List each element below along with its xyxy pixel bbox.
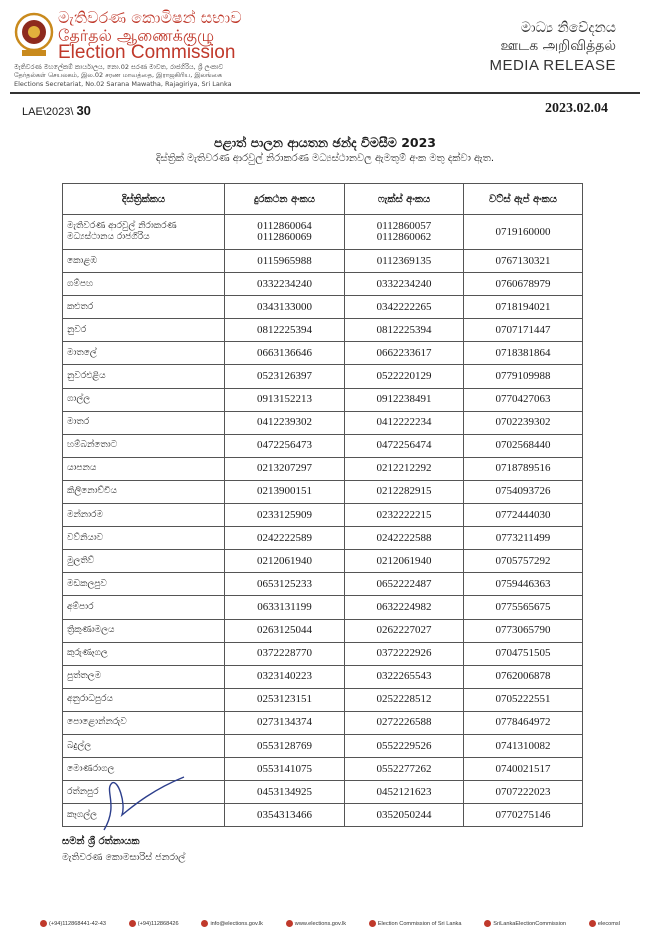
district-cell: පොළොන්නරුව [63,711,225,734]
org-name-english: Election Commission [58,42,236,63]
address-sinhala: මැතිවරණ මහලේකම් කාර්යාලය, නො.02 සරණ මාවත, රාජගිරිය, ශ්‍රී ලංකාව [14,63,224,71]
district-cell: කුරුණෑගල [63,642,225,665]
table-row [63,573,583,596]
phone-cell: 0233125909 [225,504,345,527]
fax-cell: 0262227027 [345,619,464,642]
table-row [63,388,583,411]
table-row [63,619,583,642]
reference-count: 30 [76,103,91,118]
table-row [63,250,583,273]
whatsapp-cell: 0779109988 [464,365,583,388]
table-row [63,365,583,388]
footer-text: www.elections.gov.lk [294,920,346,927]
table-row [63,411,583,434]
phone-cell: 0663136646 [225,342,345,365]
phone-cell: 0812225394 [225,319,345,342]
media-release-english: MEDIA RELEASE [489,57,616,74]
district-cell: කිලිනොච්චිය [63,480,225,503]
table-row [63,480,583,503]
whatsapp-cell: 0707222023 [464,781,583,804]
fax-cell: 0452121623 [345,781,464,804]
fax-cell: 0252228512 [345,688,464,711]
phone-cell: 0213900151 [225,480,345,503]
table-header-row [63,184,583,215]
email-icon [201,920,208,927]
header-whatsapp: වට්ස් ඇප් අංකය [464,184,583,215]
phone-cell: 0653125233 [225,573,345,596]
fax-cell: 0912238491 [345,388,464,411]
table-row [63,711,583,734]
whatsapp-cell: 0718381864 [464,342,583,365]
footer-item [40,920,106,927]
phone-cell: 0553141075 [225,758,345,781]
phone-cell [225,215,345,250]
release-date: 2023.02.04 [545,101,608,116]
fax-cell: 0522220129 [345,365,464,388]
signatory-title: මැතිවරණ කොමසාරිස් ජනරාල් [62,852,186,863]
whatsapp-cell: 0718789516 [464,457,583,480]
whatsapp-cell: 0778464972 [464,711,583,734]
footer-contacts [40,920,620,927]
media-release-tamil: ஊடக அறிவித்தல் [500,38,616,54]
table-row [63,434,583,457]
phone-cell: 0273134374 [225,711,345,734]
district-cell: අම්පාර [63,596,225,619]
whatsapp-cell: 0759446363 [464,573,583,596]
fax-cell [345,215,464,250]
contacts-table [62,183,583,827]
whatsapp-cell: 0740021517 [464,758,583,781]
document-subtitle: දිස්ත්‍රික් මැතිවරණ ආරවුල් නිරාකරණ මධ්‍යස්ථානවල ඇමතුම් අංක මතු දක්වා ඇත. [155,153,495,164]
district-cell: ගම්පහ [63,273,225,296]
district-cell: ත්‍රිකුණාමලය [63,619,225,642]
signature-mark [74,775,194,835]
table-row [63,296,583,319]
table-row [63,550,583,573]
signatory-name: සමන් ශ්‍රී රත්නායක [62,836,140,847]
whatsapp-cell: 0705757292 [464,550,583,573]
phone-cell: 0372228770 [225,642,345,665]
footer-text: info@elections.gov.lk [210,920,263,927]
whatsapp-cell: 0754093726 [464,480,583,503]
document-title: පළාත් පාලන ආයතන ඡන්ද විමසීම 2023 [214,135,436,150]
fax-cell: 0552229526 [345,734,464,757]
footer-text: Election Commission of Sri Lanka [377,920,462,927]
header-phone: දුරකථන අංකය [225,184,345,215]
whatsapp-cell: 0702239302 [464,411,583,434]
fax-cell: 0322265543 [345,665,464,688]
fax-number: 0112860062 [376,231,432,243]
emblem-icon [14,12,54,58]
whatsapp-cell: 0767130321 [464,250,583,273]
whatsapp-cell: 0741310082 [464,734,583,757]
district-cell: වව්නියාව [63,527,225,550]
phone-cell: 0343133000 [225,296,345,319]
phone-cell: 0412239302 [225,411,345,434]
whatsapp-cell: 0770275146 [464,804,583,827]
table-row [63,665,583,688]
fax-cell: 0662233617 [345,342,464,365]
reference-number [22,103,91,118]
footer-text: elecomsl [597,920,620,927]
fax-cell: 0352050244 [345,804,464,827]
phone-cell: 0253123151 [225,688,345,711]
table-row [63,596,583,619]
table-row [63,457,583,480]
whatsapp-cell: 0705222551 [464,688,583,711]
district-cell [63,215,225,250]
phone-cell: 0553128769 [225,734,345,757]
phone-cell: 0323140223 [225,665,345,688]
district-cell: කෑගල්ල [63,804,225,827]
fax-cell: 0342222265 [345,296,464,319]
district-cell: අනුරාධපුරය [63,688,225,711]
fax-cell: 0332234240 [345,273,464,296]
twitter-icon [589,920,596,927]
fax-cell: 0232222215 [345,504,464,527]
fax-cell: 0212282915 [345,480,464,503]
footer-item [201,920,263,927]
footer-text: (+94)112868441-42-43 [49,920,106,927]
table-row [63,504,583,527]
org-name-tamil: தேர்தல் ஆணைக்குழு [58,26,215,45]
fax-cell: 0372222926 [345,642,464,665]
district-cell: ගාල්ල [63,388,225,411]
header-fax: ෆැක්ස් අංකය [345,184,464,215]
fax-cell: 0112369135 [345,250,464,273]
district-cell: මාතලේ [63,342,225,365]
whatsapp-cell: 0770427063 [464,388,583,411]
district-cell: මඩකලපුව [63,573,225,596]
whatsapp-cell: 0773065790 [464,619,583,642]
district-line: මැතිවරණ ආරවුල් නිරාකරණ [67,221,177,231]
fax-cell: 0212212292 [345,457,464,480]
footer-item [129,920,179,927]
district-cell: යාපනය [63,457,225,480]
table-row [63,642,583,665]
footer-item [484,920,566,927]
district-line: මධ්‍යස්ථානය රාජගිරිය [67,232,150,242]
table-row [63,342,583,365]
district-cell: මුලතිව් [63,550,225,573]
header-divider [10,92,640,94]
phone-cell: 0453134925 [225,781,345,804]
whatsapp-cell: 0718194021 [464,296,583,319]
phone-cell: 0354313466 [225,804,345,827]
phone-cell: 0212061940 [225,550,345,573]
phone-cell: 0115965988 [225,250,345,273]
whatsapp-cell: 0704751505 [464,642,583,665]
fax-cell: 0552277262 [345,758,464,781]
district-cell: නුවරඑළිය [63,365,225,388]
district-cell: හම්බන්තොට [63,434,225,457]
district-cell: පුත්තලම [63,665,225,688]
phone-icon [40,920,47,927]
table-row [63,273,583,296]
fax-cell: 0812225394 [345,319,464,342]
web-icon [286,920,293,927]
fax-cell: 0272226588 [345,711,464,734]
fax-cell: 0652222487 [345,573,464,596]
fax-icon [129,920,136,927]
whatsapp-cell: 0719160000 [464,215,583,250]
footer-item [589,920,620,927]
whatsapp-cell: 0773211499 [464,527,583,550]
phone-cell: 0332234240 [225,273,345,296]
fax-cell: 0212061940 [345,550,464,573]
phone-number: 0112860069 [257,231,312,243]
media-release-sinhala: මාධ්‍ය නිවේදනය [520,20,616,36]
whatsapp-cell: 0702568440 [464,434,583,457]
table-row [63,319,583,342]
address-english: Elections Secretariat, No.02 Sarana Mawatha, Rajagiriya, Sri Lanka [14,80,232,88]
table-row [63,688,583,711]
table-row [63,734,583,757]
phone-cell: 0213207297 [225,457,345,480]
phone-cell: 0523126397 [225,365,345,388]
district-cell: මොණරාගල [63,758,225,781]
phone-cell: 0242222589 [225,527,345,550]
whatsapp-cell: 0772444030 [464,504,583,527]
footer-item [286,920,346,927]
youtube-icon [484,920,491,927]
table-row [63,527,583,550]
district-cell: මාතර [63,411,225,434]
whatsapp-cell: 0760678979 [464,273,583,296]
address-tamil: தேர்தல்கள் செயலகம், இல.02 சரண மாவத்தை, இராஜகிரிய, இலங்கை [14,71,223,79]
district-cell: රත්නපුර [63,781,225,804]
district-cell: නුවර [63,319,225,342]
reference-prefix: LAE\2023\ [22,106,74,118]
district-cell: මන්නාරම [63,504,225,527]
footer-item [369,920,462,927]
fax-number: 0112860057 [376,220,432,232]
phone-cell: 0263125044 [225,619,345,642]
phone-cell: 0472256473 [225,434,345,457]
district-cell: බදුල්ල [63,734,225,757]
whatsapp-cell: 0707171447 [464,319,583,342]
phone-cell: 0633131199 [225,596,345,619]
fax-cell: 0412222234 [345,411,464,434]
fax-cell: 0242222588 [345,527,464,550]
fax-cell: 0632224982 [345,596,464,619]
whatsapp-cell: 0762006878 [464,665,583,688]
phone-number: 0112860064 [257,220,312,232]
header-district: දිස්ත්‍රික්කය [63,184,225,215]
footer-text: SriLankaElectionCommission [493,920,567,927]
table-row [63,215,583,250]
footer-text: (+94)112868426 [137,920,179,927]
org-name-sinhala: මැතිවරණ කොමිෂන් සභාව [58,8,242,27]
phone-cell: 0913152213 [225,388,345,411]
district-cell: කොළඹ [63,250,225,273]
facebook-icon [369,920,376,927]
district-cell: කළුතර [63,296,225,319]
letterhead [0,0,650,92]
whatsapp-cell: 0775565675 [464,596,583,619]
fax-cell: 0472256474 [345,434,464,457]
